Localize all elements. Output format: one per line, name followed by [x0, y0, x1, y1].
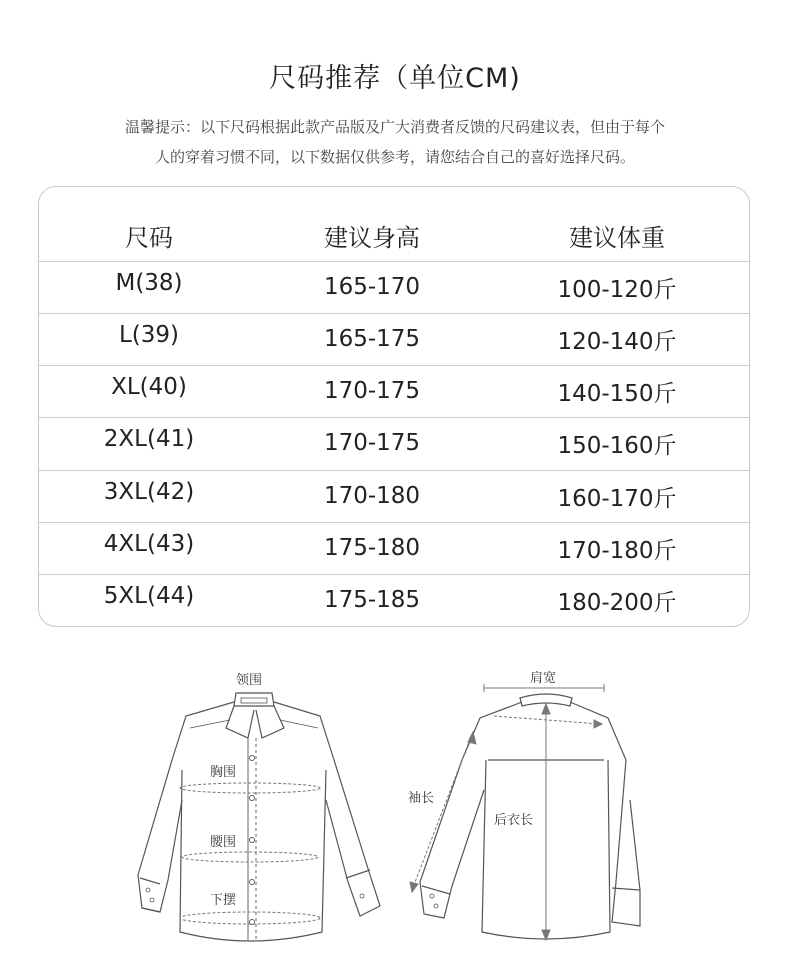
weight-cell: 140-150斤: [557, 380, 677, 407]
weight-cell: 170-180斤: [557, 537, 677, 564]
table-row: [39, 470, 749, 522]
shirt-measurement-diagram: [0, 650, 790, 980]
height-cell: 175-180: [323, 535, 421, 561]
height-cell: 165-175: [323, 326, 421, 352]
sleeve-label: 袖长: [408, 791, 435, 806]
table-row: [39, 417, 749, 469]
height-cell: 170-175: [323, 430, 421, 456]
size-cell: XL(40): [111, 374, 187, 400]
header-weight: 建议体重: [569, 223, 665, 252]
header-height: 建议身高: [324, 223, 420, 252]
collar-label: 领围: [236, 673, 263, 688]
page-title: 尺码推荐（单位CM): [269, 63, 521, 94]
height-cell: 165-170: [323, 274, 421, 300]
height-cell: 170-180: [323, 483, 421, 509]
weight-cell: 180-200斤: [557, 589, 677, 616]
table-row: [39, 574, 749, 626]
weight-cell: 100-120斤: [557, 276, 677, 303]
size-table: [38, 186, 750, 627]
size-cell: M(38): [115, 270, 183, 296]
size-cell: 3XL(42): [103, 479, 195, 505]
header-size: 尺码: [125, 223, 173, 252]
weight-cell: 150-160斤: [557, 432, 677, 459]
size-cell: 4XL(43): [103, 531, 195, 557]
table-row: [39, 313, 749, 365]
tip-line-2: 人的穿着习惯不同，以下数据仅供参考，请您结合自己的喜好选择尺码。: [154, 148, 635, 166]
size-cell: 2XL(41): [103, 426, 195, 452]
table-row: [39, 365, 749, 417]
hem-label: 下摆: [210, 893, 237, 908]
shoulder-label: 肩宽: [530, 671, 557, 686]
size-cell: L(39): [118, 322, 180, 348]
front-measure-lines: [180, 783, 320, 924]
height-cell: 175-185: [323, 587, 421, 613]
table-header-row: [39, 209, 749, 261]
back-length-label: 后衣长: [494, 813, 534, 828]
weight-cell: 160-170斤: [557, 485, 677, 512]
chest-label: 胸围: [210, 765, 237, 780]
size-cell: 5XL(44): [103, 583, 195, 609]
front-shirt-illustration: [138, 693, 380, 941]
table-row: [39, 261, 749, 313]
weight-cell: 120-140斤: [557, 328, 677, 355]
back-measure-lines: [410, 684, 604, 940]
height-cell: 170-175: [323, 378, 421, 404]
tip-line-1: 温馨提示：以下尺码根据此款产品版及广大消费者反馈的尺码建议表，但由于每个: [124, 118, 665, 136]
waist-label: 腰围: [210, 835, 237, 850]
table-row: [39, 522, 749, 574]
